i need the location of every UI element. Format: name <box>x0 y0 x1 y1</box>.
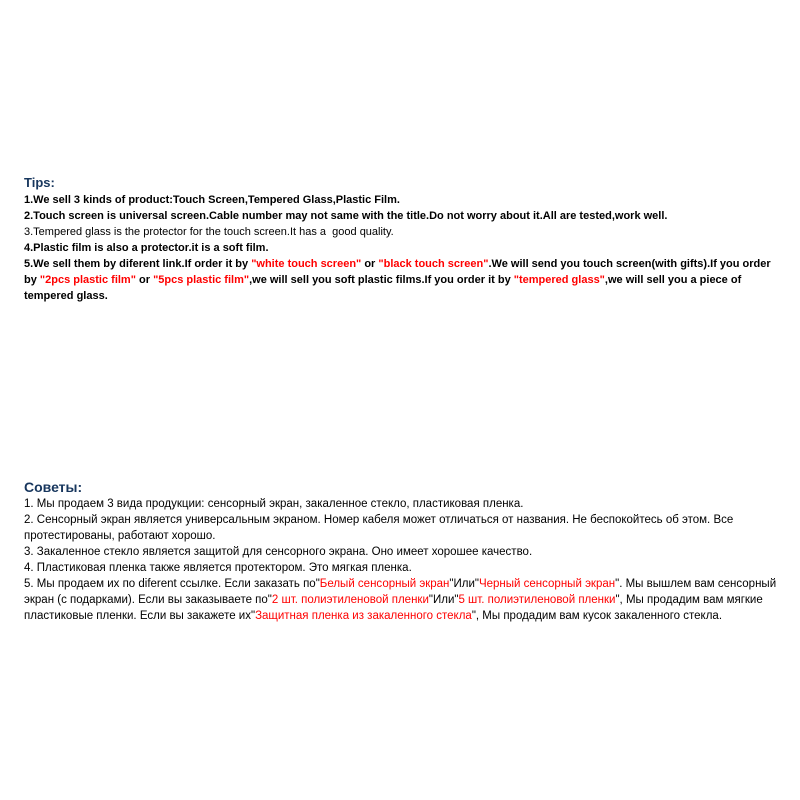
text-segment: 5.We sell them by diferent link.If order it by <box>24 258 252 270</box>
text-segment: ", Мы продадим вам кусок закаленного стекла. <box>471 610 723 622</box>
text-segment: 1. Мы продаем 3 вида продукции: сенсорный экран, закаленное стекло, пластиковая пленка. <box>24 498 524 510</box>
text-segment: .We will send you touch screen(with gifts).If you order by <box>24 258 774 286</box>
tip-line <box>24 192 782 208</box>
text-segment: "Или" <box>449 578 479 590</box>
text-segment: "Или" <box>428 594 459 606</box>
tips-lines-english <box>24 192 782 304</box>
tips-heading-russian: Советы: <box>24 479 83 495</box>
tips-section-english <box>24 174 782 304</box>
text-segment: 2. Сенсорный экран является универсальным экраном. Номер кабеля может отличаться от названия. Не беспокойтесь об этом. Все протестированы, работают хорошо. <box>24 514 737 542</box>
tips-heading-english: Tips: <box>24 175 55 190</box>
text-segment: ". Мы вышлем вам сенсорный экран (с подарками). Если вы заказываете по" <box>24 578 780 606</box>
highlighted-text: "white touch screen" <box>251 258 362 270</box>
highlighted-text: "black touch screen" <box>378 258 489 270</box>
highlighted-text: "2pcs plastic film" <box>39 274 136 286</box>
tip-line <box>24 240 782 256</box>
text-segment: ", Мы продадим вам мягкие пластиковые пленки. Если вы закажете их" <box>24 594 766 622</box>
text-segment: or <box>135 274 154 286</box>
text-segment: 1.We sell 3 kinds of product:Touch Screen,Tempered Glass,Plastic Film. <box>24 194 400 206</box>
highlighted-text: Черный сенсорный экран <box>478 578 616 590</box>
text-segment: ,we will sell you soft plastic films.If you order it by <box>249 274 514 286</box>
tip-line <box>24 544 782 560</box>
tip-line <box>24 496 782 512</box>
text-segment: 4.Plastic film is also a protector.it is a soft film. <box>24 242 269 254</box>
text-segment: 2.Touch screen is universal screen.Cable number may not same with the title.Do not worry about it.All are tested,work well. <box>24 210 668 222</box>
text-segment: 4. Пластиковая пленка также является протектором. Это мягкая пленка. <box>24 562 412 574</box>
tip-line <box>24 208 782 224</box>
tips-lines-russian <box>24 496 782 624</box>
text-segment: or <box>361 258 379 270</box>
text-segment: 3.Tempered glass is the protector for the touch screen.It has a good quality. <box>24 226 394 238</box>
tips-section-russian <box>24 478 782 624</box>
text-segment: 5. Мы продаем их по diferent ссылке. Если заказать по" <box>24 578 320 590</box>
tip-line <box>24 512 782 544</box>
tip-line <box>24 224 782 240</box>
tip-line <box>24 256 782 304</box>
highlighted-text: "tempered glass" <box>513 274 605 286</box>
highlighted-text: "5pcs plastic film" <box>153 274 250 286</box>
highlighted-text: 5 шт. полиэтиленовой пленки <box>458 594 616 606</box>
text-segment: ,we will sell you a piece of tempered glass. <box>24 274 745 302</box>
tip-line <box>24 560 782 576</box>
tip-line <box>24 576 782 624</box>
text-segment: 3. Закаленное стекло является защитой для сенсорного экрана. Оно имеет хорошее качество. <box>24 546 533 558</box>
highlighted-text: 2 шт. полиэтиленовой пленки <box>271 594 429 606</box>
highlighted-text: Защитная пленка из закаленного стекла <box>255 610 472 622</box>
highlighted-text: Белый сенсорный экран <box>319 578 450 590</box>
